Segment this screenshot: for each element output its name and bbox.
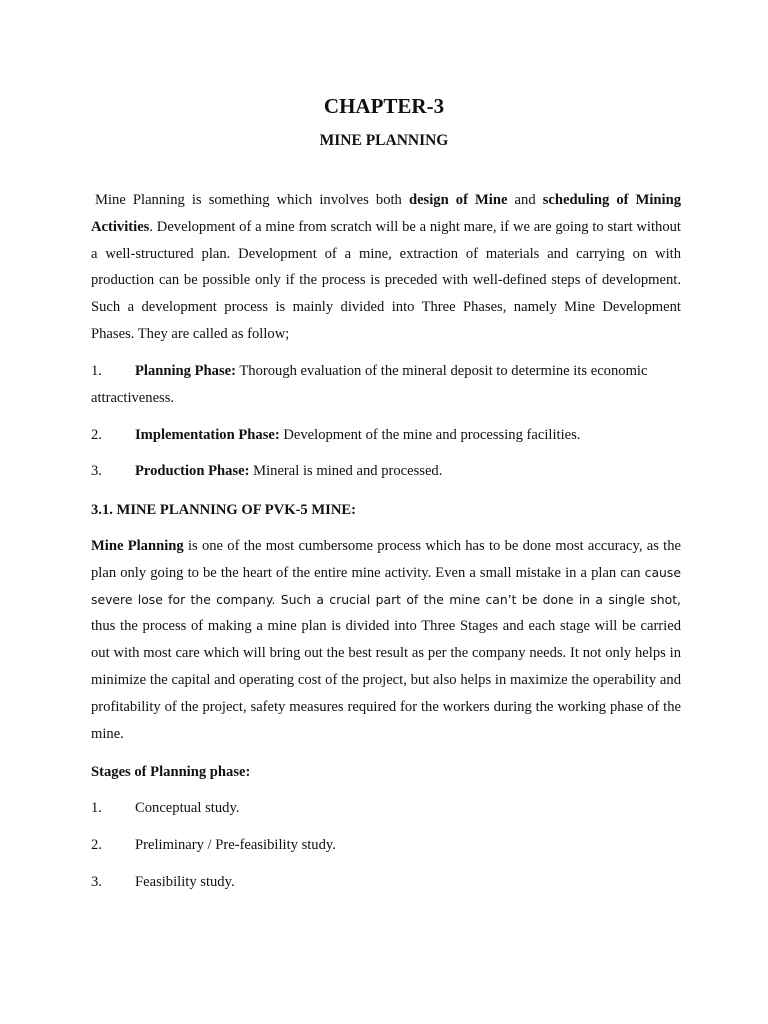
- phase-item: [91, 422, 681, 449]
- section-paragraph: [91, 533, 681, 747]
- stage-number: 1.: [91, 800, 102, 816]
- phase-label: Production Phase:: [135, 463, 250, 479]
- phase-number: 3.: [91, 463, 102, 479]
- intro-bold-design: design of Mine: [408, 192, 508, 208]
- section-text-1: is one of the most cumbersome process which has to be done most accuracy, as the plan only going to be the heart of the entire mine activity. Even a small mistake in a plan can: [91, 538, 681, 581]
- section-bold-mine-planning: Mine Planning: [91, 538, 184, 554]
- phase-text: Development of the mine and processing facilities.: [279, 427, 581, 443]
- phase-label: Planning Phase:: [135, 363, 236, 379]
- stage-item: [91, 869, 681, 896]
- section-text-2: thus the process of making a mine plan is divided into Three Stages and each stage will be carried out with most care which will bring out the best result as per the company needs. It not only helps in minimize the capital and operating cost of the project, but also helps in maximize the operability and profitability of the project, safety measures required for the workers during the working phase of the mine.: [91, 618, 681, 742]
- section-heading: 3.1. MINE PLANNING OF PVK-5 MINE:: [91, 502, 356, 518]
- stage-number: 3.: [91, 874, 102, 890]
- phase-item: [91, 358, 681, 412]
- phase-number: 2.: [91, 427, 102, 443]
- phase-label: Implementation Phase:: [135, 427, 280, 443]
- intro-text-1: Mine Planning is something which involves both: [95, 192, 409, 208]
- stage-text: Feasibility study.: [135, 874, 235, 890]
- stage-item: [91, 795, 681, 822]
- intro-text-2: and: [507, 192, 543, 208]
- stage-number: 2.: [91, 837, 102, 853]
- phase-text: Mineral is mined and processed.: [249, 463, 443, 479]
- intro-bold-scheduling: scheduling of Mining Activities: [91, 192, 681, 235]
- section-text-sans: cause severe lose for the company. Such a crucial part of the mine can’t be done in a single shot,: [91, 564, 681, 607]
- intro-text-3: . Development of a mine from scratch will be a night mare, if we are going to start without a well-structured plan. Development of a mine, extraction of materials and carrying on with production can be possible only if the process is preceded with well-defined steps of development. Such a development process is mainly divided into Three Phases, namely Mine Development Phases. They are called as follow;: [91, 218, 681, 342]
- stages-heading: Stages of Planning phase:: [91, 764, 251, 780]
- chapter-subtitle: MINE PLANNING: [319, 132, 449, 149]
- phase-text: Thorough evaluation of the mineral deposit to determine its economic attractiveness.: [91, 363, 648, 406]
- phase-number: 1.: [91, 363, 102, 379]
- intro-paragraph: [91, 187, 681, 348]
- stage-text: Preliminary / Pre-feasibility study.: [135, 837, 336, 853]
- phase-item: [91, 458, 681, 485]
- stage-item: [91, 832, 681, 859]
- stage-text: Conceptual study.: [135, 800, 240, 816]
- chapter-title: CHAPTER-3: [323, 94, 445, 118]
